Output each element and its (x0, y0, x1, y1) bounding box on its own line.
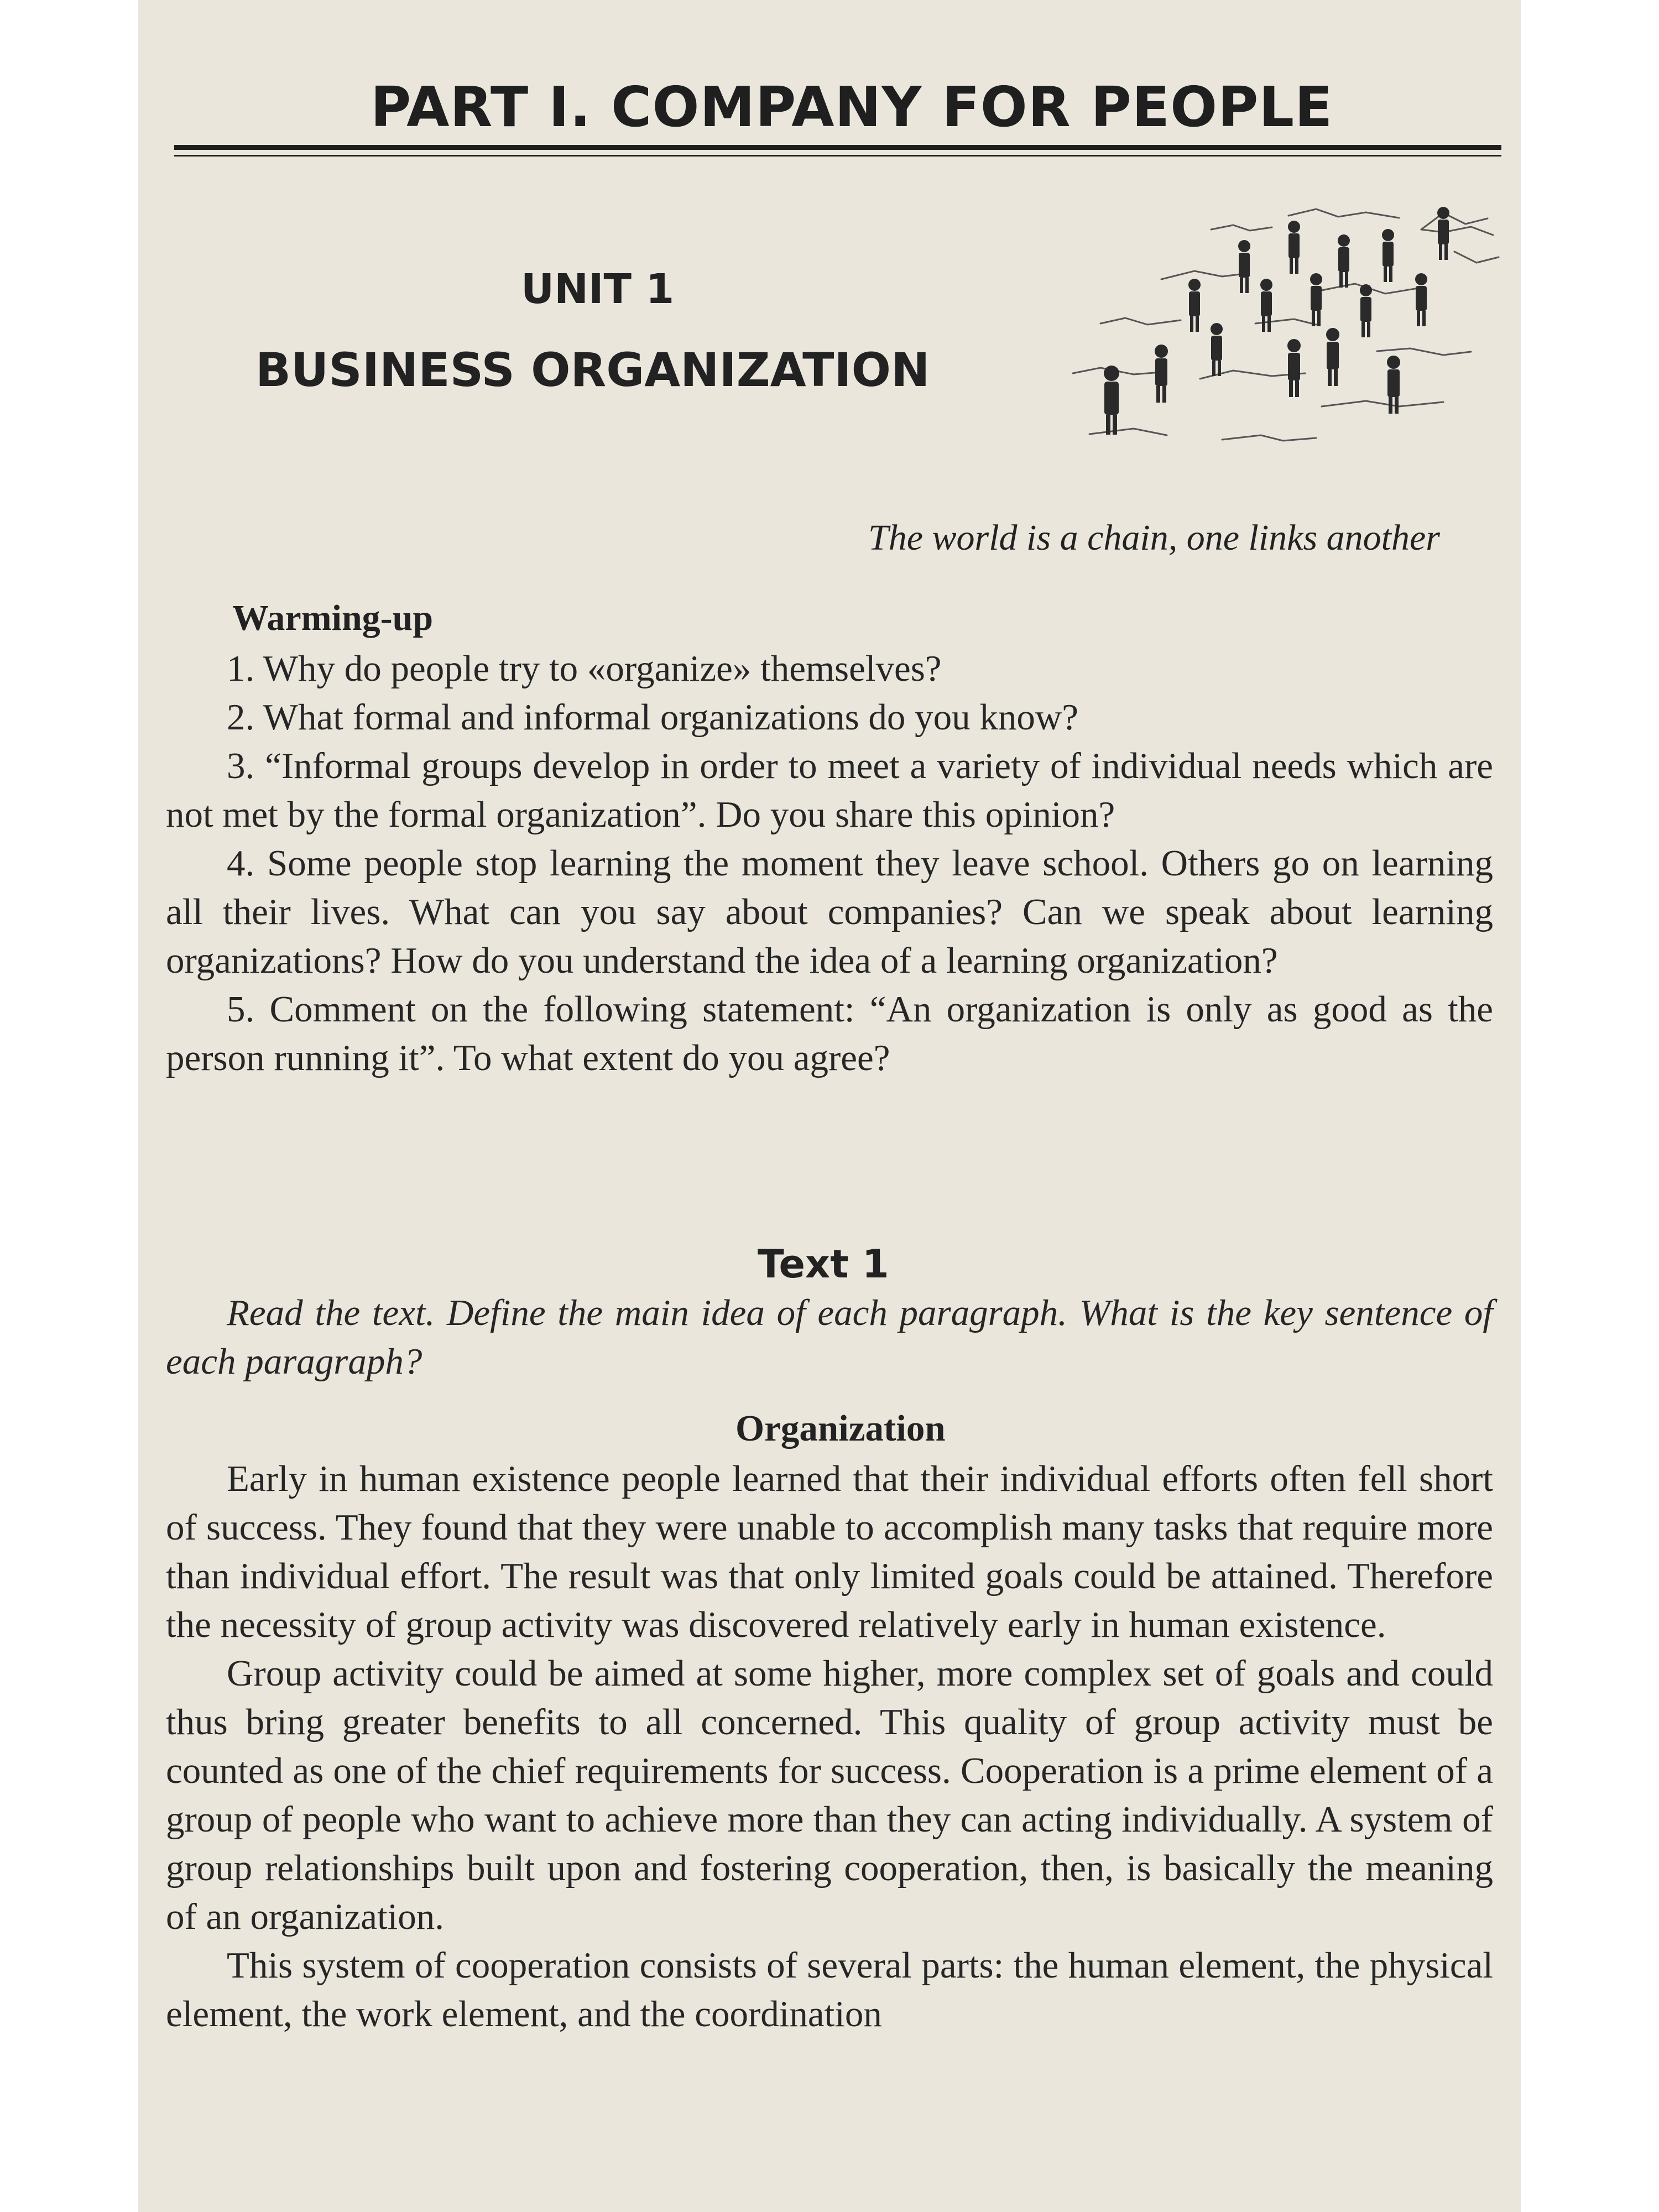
business-people-chain-illustration (1034, 196, 1504, 506)
question-item: 2. What formal and informal organizations do you know? (227, 697, 1079, 738)
reading-instruction: Read the text. Define the main idea of each paragraph. What is the key sentence of each paragraph? (166, 1292, 1493, 1382)
question-item: 1. Why do people try to «organize» themselves? (227, 648, 942, 689)
paragraph: Group activity could be aimed at some higher, more complex set of goals and could thus bring greater benefits to all concerned. This quality of group activity must be counted as one of the chief requirements for success. Cooperation is a prime element of a group of people who want to achieve more than they can acting individually. A system of group relationships built upon and fostering cooperation, then, is basically the meaning of an organization. (166, 1653, 1493, 1937)
text-heading: Text 1 (758, 1241, 889, 1287)
book-page (138, 0, 1521, 2212)
unit-title: BUSINESS ORGANIZATION (255, 343, 930, 397)
title-rule-thin (174, 155, 1501, 156)
unit-number: UNIT 1 (521, 265, 675, 313)
epigraph: The world is a chain, one links another (868, 518, 1440, 558)
paragraph: Early in human existence people learned that their individual efforts often fell short of success. They found that they were unable to accomplish many tasks that require more than individual effort. The result was that only limited goals could be attained. Therefore the necessity of group activity was discovered relatively early in human existence. (166, 1458, 1493, 1645)
warming-up-heading: Warming-up (232, 598, 434, 638)
paragraph: This system of cooperation consists of several parts: the human element, the physical element, the work element, and the coordination (166, 1945, 1493, 2034)
question-item: 4. Some people stop learning the moment they leave school. Others go on learning all their lives. What can you say about companies? Can we speak about learning organizations? How do you understand the idea of a learning organization? (166, 843, 1493, 981)
question-item: 5. Comment on the following statement: “An organization is only as good as the person running it”. To what extent do you agree? (166, 989, 1493, 1078)
title-rule-thick (174, 145, 1501, 150)
warming-up-questions (166, 644, 1493, 1082)
question-item: 3. “Informal groups develop in order to meet a variety of individual needs which are not met by the formal organization”. Do you share this opinion? (166, 745, 1493, 835)
text-body (166, 1454, 1493, 2038)
part-title: PART I. COMPANY FOR PEOPLE (371, 75, 1333, 139)
text-title: Organization (735, 1408, 946, 1449)
